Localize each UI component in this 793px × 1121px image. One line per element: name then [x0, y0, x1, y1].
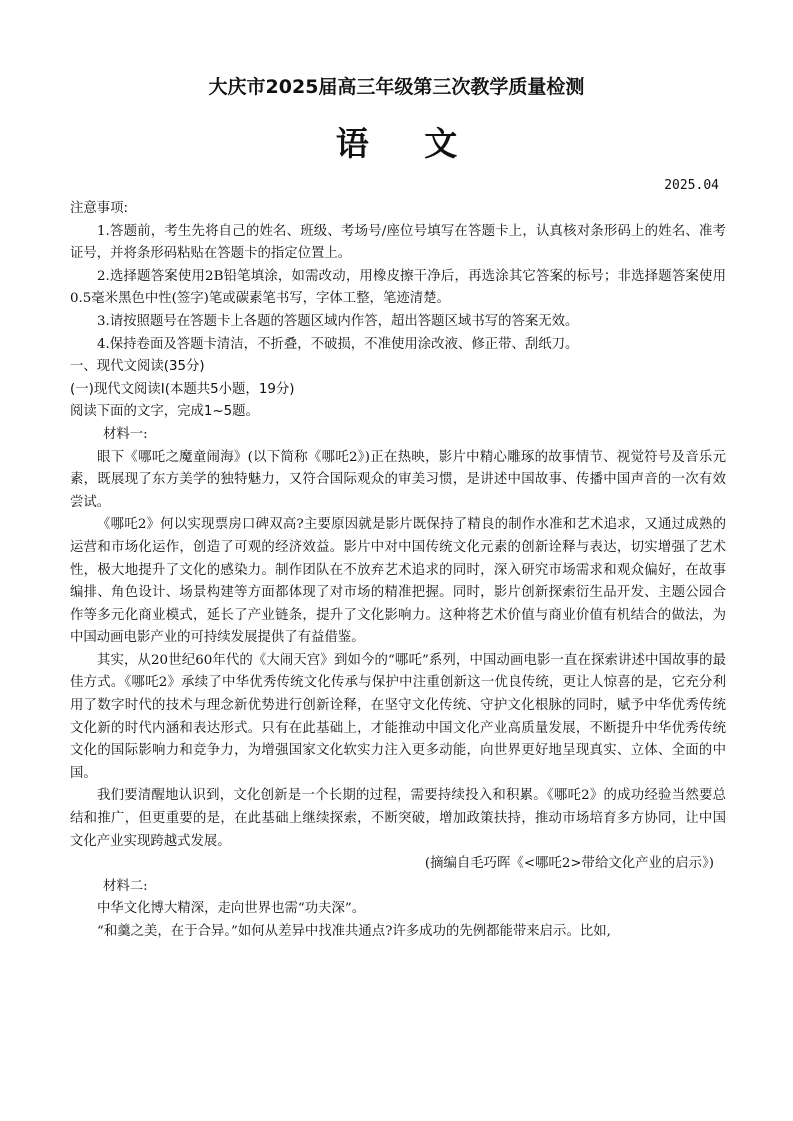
material-paragraph: 《哪吒2》何以实现票房口碑双高?主要原因就是影片既保持了精良的制作水准和艺术追求，又通过成熟的运营和市场化运作，创造了可观的经济效益。影片中对中国传统文化元素的创新诠释与表达，切实增强了艺术性，极大地提升了文化的感染力。制作团队在不放弃艺术追求的同时，深入研究市场需求和观众偏好，在故事编排、角色设计、场景构建等方面都体现了对市场的精准把握。同时，影片创新探索衍生品开发、主题公园合作等多元化商业模式，延长了产业链条，提升了文化影响力。这种将艺术价值与商业价值有机结合的做法，为中国动画电影产业的可持续发展提供了有益借鉴。 — [70, 517, 726, 646]
document-body — [70, 198, 726, 944]
notes-item: 3.请按照题号在答题卡上各题的答题区域内作答，超出答题区域书写的答案无效。 — [97, 313, 579, 329]
exam-title: 大庆市2025届高三年级第三次教学质量检测 — [208, 76, 585, 98]
material-paragraph: 眼下《哪吒之魔童闹海》(以下简称《哪吒2》)正在热映，影片中精心雕琢的故事情节、视觉符号及音乐元素，既展现了东方美学的独特魅力，又符合国际观众的审美习惯，是讲述中国故事、传播中国声音的一次有效尝试。 — [70, 449, 726, 510]
notes-heading: 注意事项: — [70, 201, 129, 216]
material-paragraph: 我们要清醒地认识到，文化创新是一个长期的过程，需要持续投入和积累。《哪吒2》的成功经验当然要总结和推广，但更重要的是，在此基础上继续探索，不断突破，增加政策扶持，推动市场培育多方协同，让中国文化产业实现跨越式发展。 — [70, 788, 726, 849]
material-paragraph: 其实，从20世纪60年代的《大闹天宫》到如今的“哪吒”系列，中国动画电影一直在探索讲述中国故事的最佳方式。《哪吒2》承续了中华优秀传统文化传承与保护中注重创新这一优良传统，更让人惊喜的是，它充分利用了数字时代的技术与理念新优势进行创新诠释，在坚守文化传统、守护文化根脉的同时，赋予中华优秀传统文化新的时代内涵和表达形式。只有在此基础上，才能推动中国文化产业高质量发展，不断提升中华优秀传统文化的国际影响力和竞争力，为增强国家文化软实力注入更多动能，向世界更好地呈现真实、立体、全面的中国。 — [70, 652, 726, 781]
notes-item: 1.答题前，考生先将自己的姓名、班级、考场号/座位号填写在答题卡上，认真核对条形码上的姓名、准考证号，并将条形码粘贴在答题卡的指定位置上。 — [70, 223, 726, 262]
material-label: 材料一: — [103, 426, 148, 442]
notes-item: 4.保持卷面及答题卡清洁，不折叠，不破损，不准使用涂改液、修正带、刮纸刀。 — [97, 336, 579, 352]
section-instruction: 阅读下面的文字，完成1~5题。 — [70, 404, 259, 420]
subject-title: 语 文 — [335, 124, 480, 163]
material-paragraph: “和羹之美，在于合异。”如何从差异中找准共通点?许多成功的先例都能带来启示。比如, — [97, 924, 611, 939]
section-title: 一、现代文阅读(35分) — [70, 359, 205, 375]
section-subtitle: (一)现代文阅读Ⅰ(本题共5小题，19分) — [70, 381, 295, 397]
material-label: 材料二: — [103, 878, 148, 894]
exam-date: 2025.04 — [664, 178, 719, 193]
notes-item: 2.选择题答案使用2B铅笔填涂，如需改动，用橡皮擦干净后，再选涂其它答案的标号；非选择题答案使用0.5毫米黑色中性(签字)笔或碳素笔书写，字体工整，笔迹清楚。 — [70, 268, 726, 307]
material-source: (摘编自毛巧晖《<哪吒2>带给文化产业的启示》) — [424, 856, 714, 872]
material-paragraph: 中华文化博大精深，走向世界也需“功夫深”。 — [97, 901, 366, 917]
